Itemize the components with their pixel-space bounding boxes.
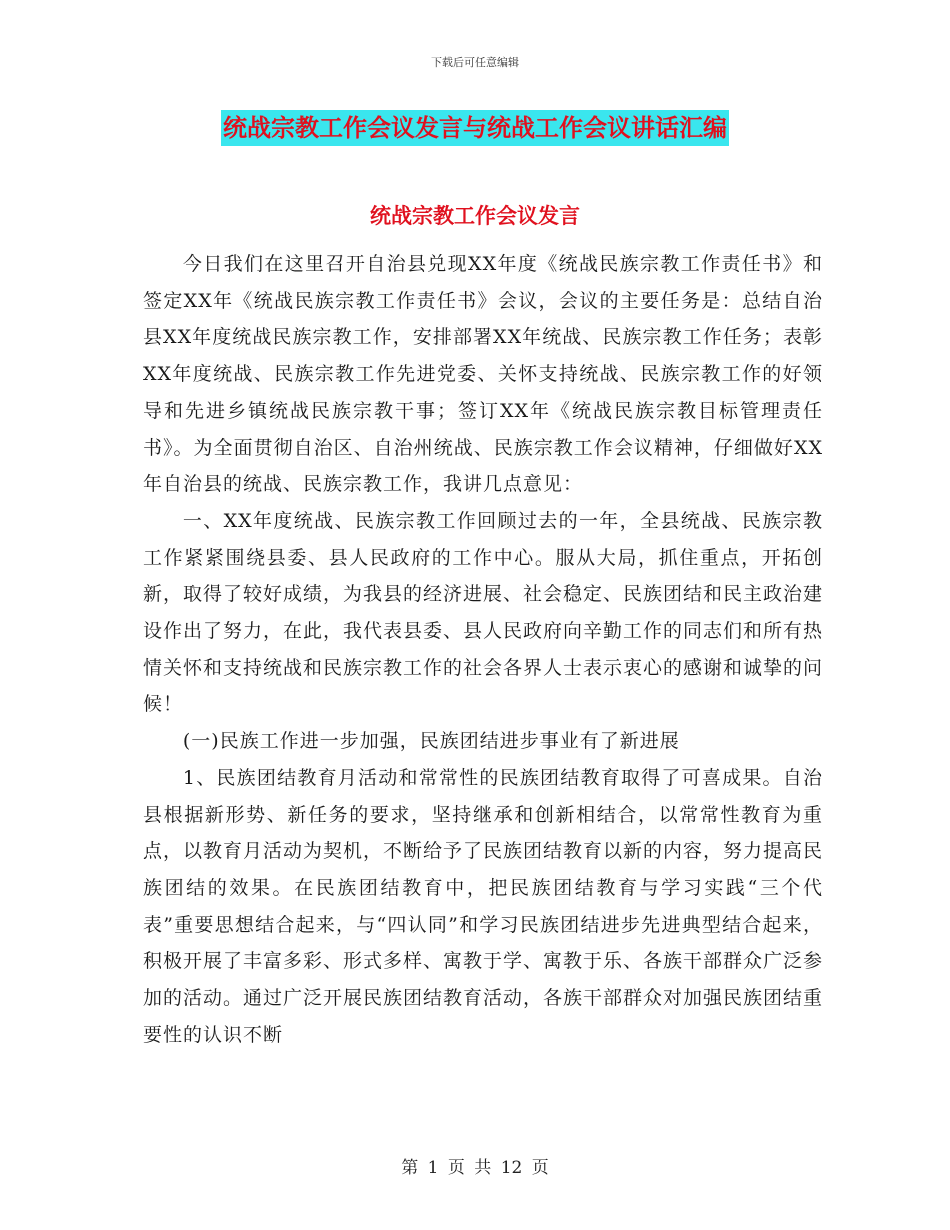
body-paragraph: (一)民族工作进一步加强，民族团结进步事业有了新进展 [182, 730, 680, 753]
page-footer: 第 1 页 共 12 页 [401, 1158, 549, 1178]
main-title-container [0, 110, 950, 146]
main-title: 统战宗教工作会议发言与统战工作会议讲话汇编 [221, 110, 729, 146]
document-body [143, 246, 823, 1053]
body-paragraph: 今日我们在这里召开自治县兑现XX年度《统战民族宗教工作责任书》和签定XX年《统战民族宗教工作责任书》会议，会议的主要任务是：总结自治县XX年度统战民族宗教工作，安排部署XX年统战、民族宗教工作任务；表彰XX年度统战、民族宗教工作先进党委、关怀支持统战、民族宗教工作的好领导和先进乡镇统战民族宗教干事；签订XX年《统战民族宗教目标管理责任书》。为全面贯彻自治区、自治州统战、民族宗教工作会议精神，仔细做好XX年自治县的统战、民族宗教工作，我讲几点意见： [143, 253, 823, 496]
body-paragraph: 一、XX年度统战、民族宗教工作回顾过去的一年，全县统战、民族宗教工作紧紧围绕县委、县人民政府的工作中心。服从大局，抓住重点，开拓创新，取得了较好成绩，为我县的经济进展、社会稳定、民族团结和民主政治建设作出了努力，在此，我代表县委、县人民政府向辛勤工作的同志们和所有热情关怀和支持统战和民族宗教工作的社会各界人士表示衷心的感谢和诚挚的问候！ [143, 509, 824, 716]
header-note: 下载后可任意编辑 [431, 56, 519, 69]
section-title: 统战宗教工作会议发言 [370, 204, 580, 228]
body-paragraph: 1、民族团结教育月活动和常常性的民族团结教育取得了可喜成果。自治县根据新形势、新任务的要求，坚持继承和创新相结合，以常常性教育为重点，以教育月活动为契机，不断给予了民族团结教育以新的内容，努力提高民族团结的效果。在民族团结教育中，把民族团结教育与学习实践“三个代表”重要思想结合起来，与“四认同”和学习民族团结进步先进典型结合起来，积极开展了丰富多彩、形式多样、寓教于学、寓教于乐、各族干部群众广泛参加的活动。通过广泛开展民族团结教育活动，各族干部群众对加强民族团结重要性的认识不断 [143, 766, 824, 1046]
